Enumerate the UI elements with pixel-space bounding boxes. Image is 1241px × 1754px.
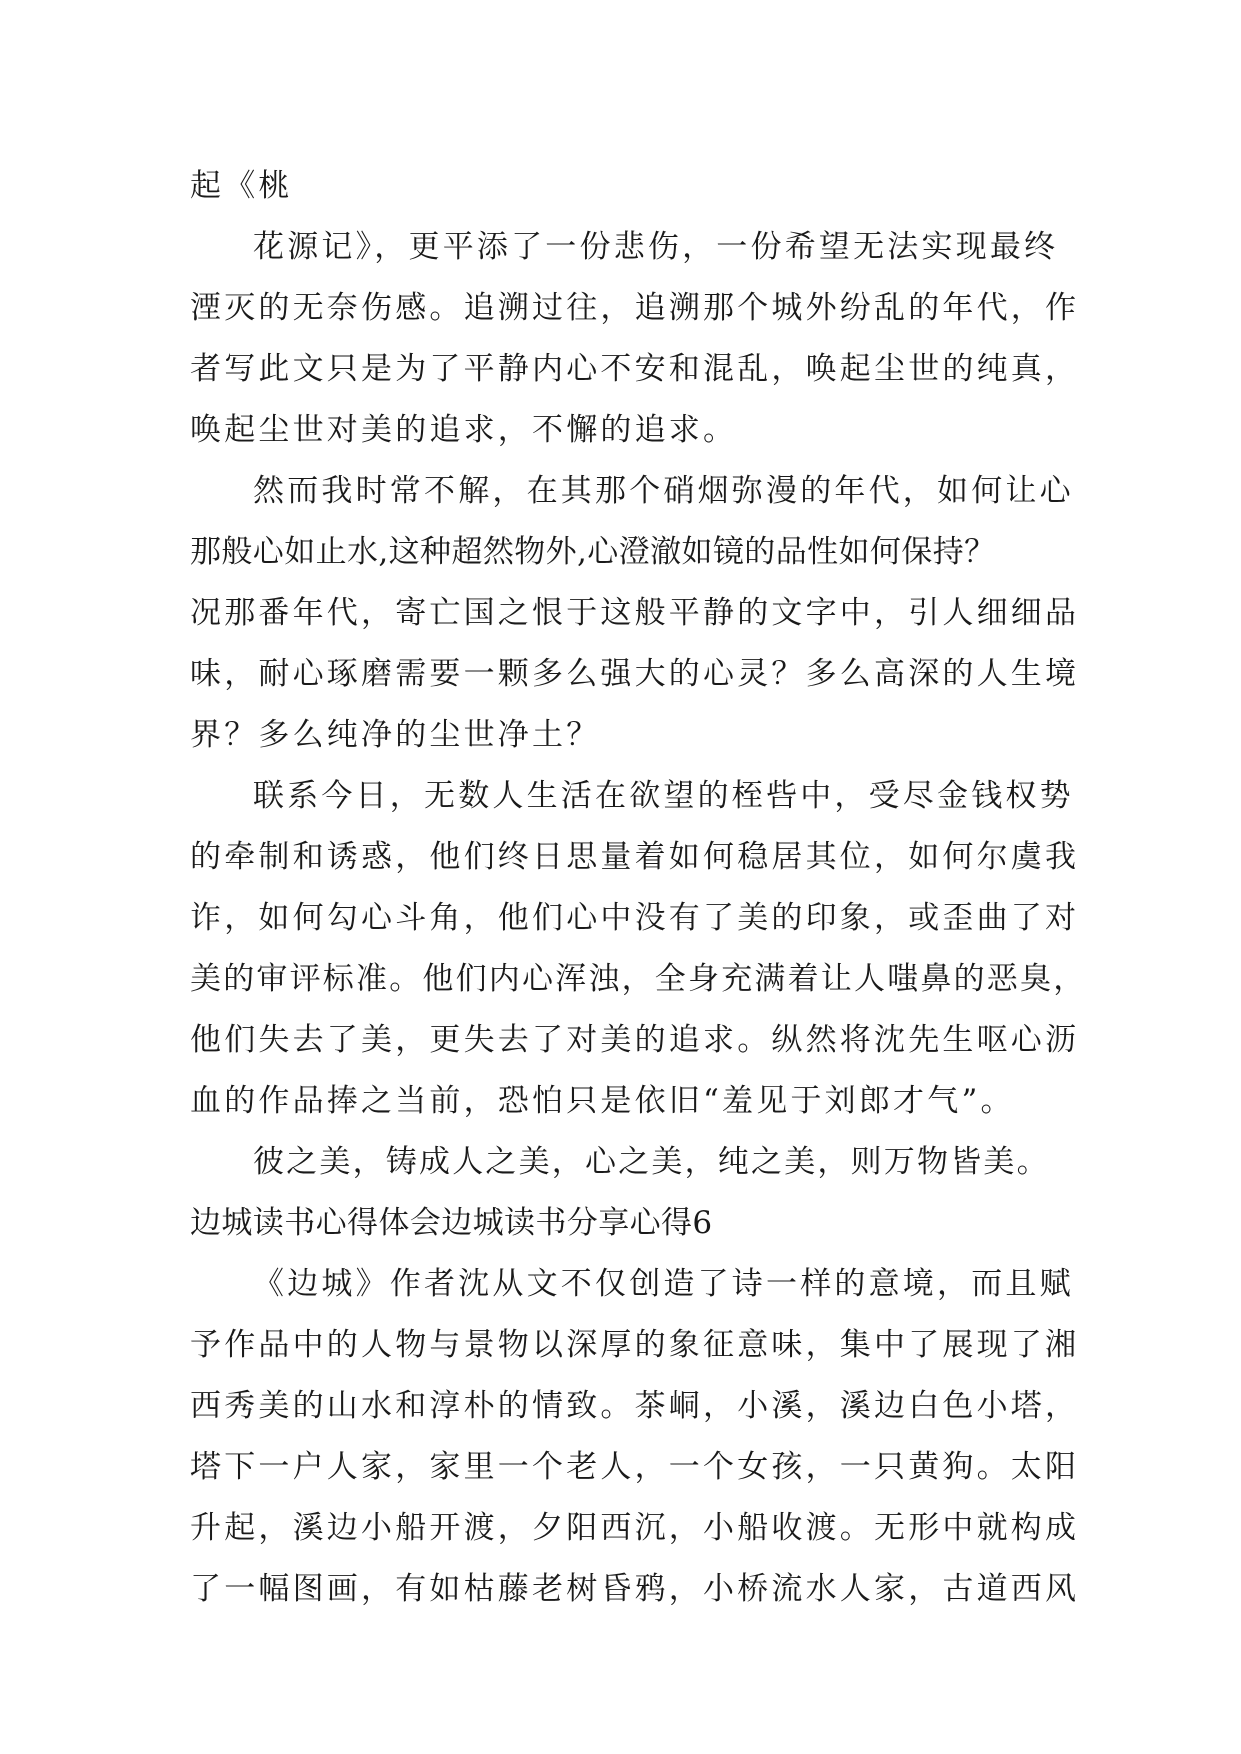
text-line: 诈，如何勾心斗角，他们心中没有了美的印象，或歪曲了对 xyxy=(190,900,1080,936)
text-line: 湮灭的无奈伤感。追溯过往，追溯那个城外纷乱的年代，作 xyxy=(190,290,1080,326)
section-heading: 边城读书心得体会边城读书分享心得6 xyxy=(190,1205,713,1241)
article-body xyxy=(190,156,1087,1620)
text-line: 界？多么纯净的尘世净土？ xyxy=(190,717,601,753)
text-line: 那般心如止水,这种超然物外,心澄澈如镜的品性如何保持？ xyxy=(190,534,996,570)
text-line: 美的审评标准。他们内心浑浊，全身充满着让人嗤鼻的恶臭， xyxy=(190,961,1087,997)
text-line: 塔下一户人家，家里一个老人，一个女孩，一只黄狗。太阳 xyxy=(190,1449,1080,1485)
text-line: 西秀美的山水和淳朴的情致。茶峒，小溪，溪边白色小塔， xyxy=(190,1388,1080,1424)
text-line: 彼之美，铸成人之美，心之美，纯之美，则万物皆美。 xyxy=(253,1144,1050,1180)
text-line: 唤起尘世对美的追求，不懈的追求。 xyxy=(190,412,738,448)
text-line: 的牵制和诱惑，他们终日思量着如何稳居其位，如何尔虞我 xyxy=(190,839,1080,875)
text-line: 了一幅图画，有如枯藤老树昏鸦，小桥流水人家，古道西风 xyxy=(190,1571,1080,1607)
text-line: 联系今日，无数人生活在欲望的桎呰中，受尽金钱权势 xyxy=(253,778,1074,814)
text-line: 花源记》，更平添了一份悲伤，一份希望无法实现最终 xyxy=(253,229,1059,265)
text-line: 升起，溪边小船开渡，夕阳西沉，小船收渡。无形中就构成 xyxy=(190,1510,1080,1546)
text-line: 况那番年代，寄亡国之恨于这般平静的文字中，引人细细品 xyxy=(190,595,1080,631)
text-line: 他们失去了美，更失去了对美的追求。纵然将沈先生呕心沥 xyxy=(190,1022,1080,1058)
text-line: 味，耐心琢磨需要一颗多么强大的心灵？多么高深的人生境 xyxy=(190,656,1080,692)
text-line: 予作品中的人物与景物以深厚的象征意味，集中了展现了湘 xyxy=(190,1327,1080,1363)
text-line: 起《桃 xyxy=(190,168,293,204)
text-line: 者写此文只是为了平静内心不安和混乱，唤起尘世的纯真， xyxy=(190,351,1080,387)
text-line: 《边城》作者沈从文不仅创造了诗一样的意境，而且赋 xyxy=(253,1266,1074,1302)
text-line: 然而我时常不解，在其那个硝烟弥漫的年代，如何让心 xyxy=(253,473,1074,509)
text-line: 血的作品捧之当前，恐怕只是依旧“羞见于刘郎才气”。 xyxy=(190,1083,1015,1119)
